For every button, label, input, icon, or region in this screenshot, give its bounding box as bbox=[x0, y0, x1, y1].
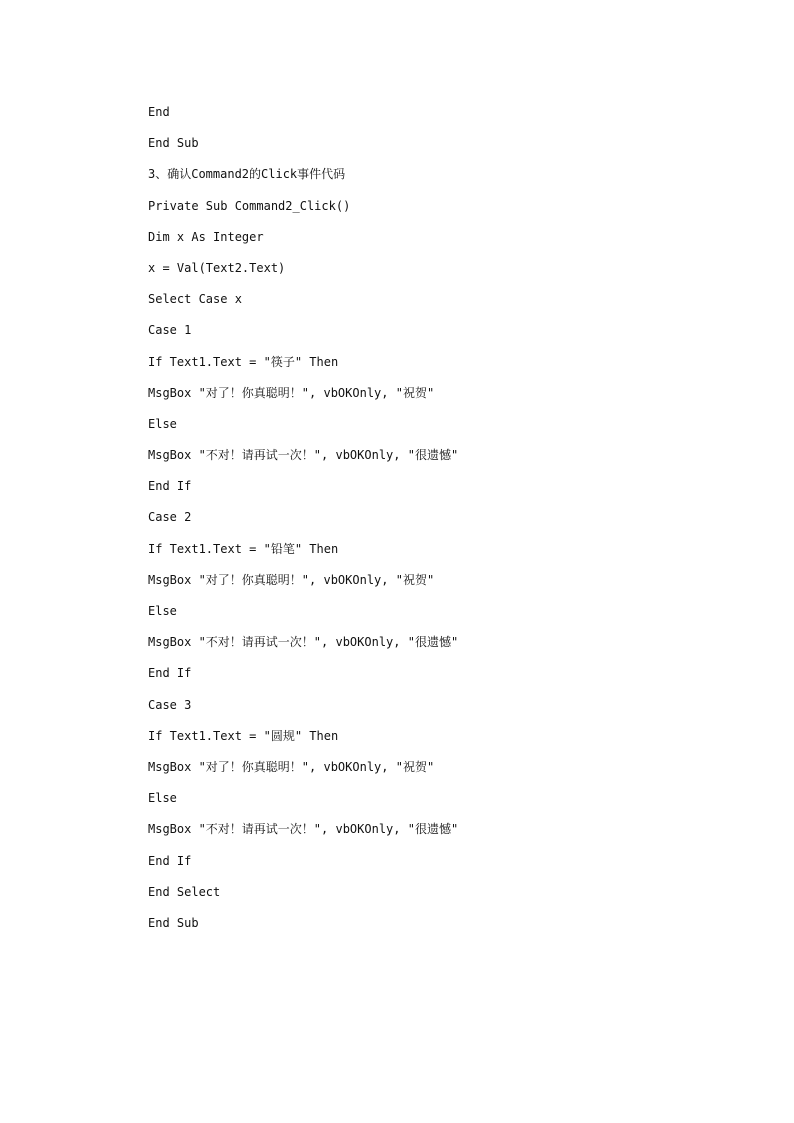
code-line: Else bbox=[148, 604, 177, 618]
code-line: If Text1.Text = "圆规" Then bbox=[148, 728, 339, 743]
section-heading: 3、确认Command2的Click事件代码 bbox=[148, 167, 346, 182]
code-line: If Text1.Text = "筷子" Then bbox=[148, 354, 339, 369]
code-line: Case 1 bbox=[148, 323, 192, 338]
code-line: End If bbox=[148, 666, 192, 681]
code-line: End Sub bbox=[148, 915, 199, 930]
code-line: Case 3 bbox=[148, 697, 192, 712]
code-line: MsgBox "对了！你真聪明！", vbOKOnly, "祝贺" bbox=[148, 572, 435, 587]
code-listing bbox=[148, 102, 458, 944]
code-line: Else bbox=[148, 791, 177, 806]
code-line: Case 2 bbox=[148, 510, 192, 525]
code-line: Else bbox=[148, 416, 177, 431]
code-line: End If bbox=[148, 479, 192, 494]
code-line: End Select bbox=[148, 884, 221, 899]
code-line: MsgBox "对了！你真聪明！", vbOKOnly, "祝贺" bbox=[148, 385, 435, 400]
code-line: MsgBox "不对！请再试一次！", vbOKOnly, "很遗憾" bbox=[148, 822, 459, 837]
code-line: x = Val(Text2.Text) bbox=[148, 260, 286, 275]
code-line: If Text1.Text = "铅笔" Then bbox=[148, 541, 339, 556]
code-line: End Sub bbox=[148, 136, 199, 151]
code-line: Select Case x bbox=[148, 292, 242, 307]
code-line: Private Sub Command2_Click() bbox=[148, 198, 351, 213]
code-line: MsgBox "不对！请再试一次！", vbOKOnly, "很遗憾" bbox=[148, 448, 459, 463]
code-line: MsgBox "对了！你真聪明！", vbOKOnly, "祝贺" bbox=[148, 759, 435, 774]
code-line: MsgBox "不对！请再试一次！", vbOKOnly, "很遗憾" bbox=[148, 635, 459, 650]
code-line: Dim x As Integer bbox=[148, 229, 264, 244]
code-line: End bbox=[148, 105, 170, 119]
code-line: End If bbox=[148, 853, 192, 868]
